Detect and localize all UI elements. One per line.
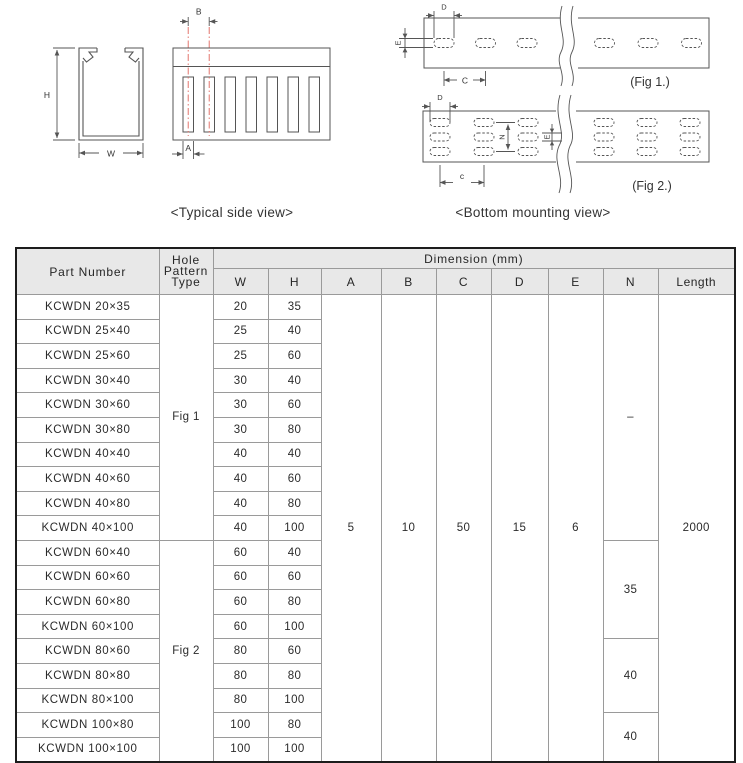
h-cell: 80 xyxy=(268,713,321,738)
dim-label-b: B xyxy=(195,6,202,17)
w-cell: 80 xyxy=(213,639,268,664)
w-cell: 40 xyxy=(213,467,268,492)
w-cell: 80 xyxy=(213,663,268,688)
header-part-number: Part Number xyxy=(16,248,159,295)
part-number-cell: KCWDN 60×80 xyxy=(16,590,159,615)
part-number-cell: KCWDN 30×40 xyxy=(16,368,159,393)
h-cell: 100 xyxy=(268,688,321,713)
part-number-cell: KCWDN 100×80 xyxy=(16,713,159,738)
w-cell: 40 xyxy=(213,516,268,541)
w-cell: 20 xyxy=(213,295,268,320)
fig1-dim-e: E xyxy=(393,40,403,46)
w-cell: 25 xyxy=(213,319,268,344)
w-cell: 40 xyxy=(213,491,268,516)
h-cell: 40 xyxy=(268,442,321,467)
e-shared-cell: 6 xyxy=(548,295,603,763)
c-shared-cell: 50 xyxy=(436,295,491,763)
fig1-strip xyxy=(399,6,709,86)
h-cell: 100 xyxy=(268,737,321,762)
w-cell: 100 xyxy=(213,737,268,762)
w-cell: 100 xyxy=(213,713,268,738)
fig2-dim-e: E xyxy=(542,134,552,140)
fig1-caption: (Fig 1.) xyxy=(630,75,670,89)
h-cell: 40 xyxy=(268,368,321,393)
header-col-n: N xyxy=(603,269,658,295)
technical-drawings xyxy=(0,0,743,240)
header-col-e: E xyxy=(548,269,603,295)
header-hole-pattern-type: Hole Pattern Type xyxy=(159,248,213,295)
w-cell: 30 xyxy=(213,393,268,418)
fig2-dim-d: D xyxy=(437,93,443,102)
h-cell: 60 xyxy=(268,344,321,369)
break-wave xyxy=(557,95,573,193)
h-cell: 40 xyxy=(268,319,321,344)
w-cell: 25 xyxy=(213,344,268,369)
dim-label-w: W xyxy=(106,148,116,159)
w-cell: 30 xyxy=(213,417,268,442)
part-number-cell: KCWDN 80×80 xyxy=(16,663,159,688)
w-cell: 30 xyxy=(213,368,268,393)
break-wave xyxy=(559,6,574,86)
h-cell: 80 xyxy=(268,417,321,442)
fig1-group-cell: Fig 1 xyxy=(159,295,213,541)
h-cell: 80 xyxy=(268,663,321,688)
part-number-cell: KCWDN 40×40 xyxy=(16,442,159,467)
table-row xyxy=(16,295,735,320)
fig2-dim-n: N xyxy=(497,134,507,140)
h-cell: 60 xyxy=(268,467,321,492)
part-number-cell: KCWDN 40×80 xyxy=(16,491,159,516)
b-shared-cell: 10 xyxy=(381,295,436,763)
part-number-cell: KCWDN 60×60 xyxy=(16,565,159,590)
part-number-cell: KCWDN 30×60 xyxy=(16,393,159,418)
n-group-cell: 35 xyxy=(603,540,658,638)
part-number-cell: KCWDN 20×35 xyxy=(16,295,159,320)
d-shared-cell: 15 xyxy=(491,295,548,763)
fig1-dim-c: C xyxy=(461,75,469,86)
part-number-cell: KCWDN 25×60 xyxy=(16,344,159,369)
h-cell: 60 xyxy=(268,393,321,418)
part-number-cell: KCWDN 30×80 xyxy=(16,417,159,442)
bottom-view-caption: <Bottom mounting view> xyxy=(455,205,611,220)
part-number-cell: KCWDN 100×100 xyxy=(16,737,159,762)
spec-table xyxy=(15,247,736,763)
duct-cross-section xyxy=(53,48,143,158)
fig2-group-cell: Fig 2 xyxy=(159,540,213,762)
w-cell: 60 xyxy=(213,565,268,590)
h-cell: 60 xyxy=(268,565,321,590)
w-cell: 60 xyxy=(213,614,268,639)
part-number-cell: KCWDN 40×60 xyxy=(16,467,159,492)
h-cell: 100 xyxy=(268,516,321,541)
dim-label-h: H xyxy=(43,90,51,100)
header-dimension-group: Dimension (mm) xyxy=(213,248,735,269)
header-col-h: H xyxy=(268,269,321,295)
w-cell: 80 xyxy=(213,688,268,713)
side-view-caption: <Typical side view> xyxy=(170,205,294,220)
part-number-cell: KCWDN 80×60 xyxy=(16,639,159,664)
header-col-c: C xyxy=(436,269,491,295)
fig2-dim-c: c xyxy=(459,171,465,181)
h-cell: 40 xyxy=(268,540,321,565)
a-shared-cell: 5 xyxy=(321,295,381,763)
n-group-cell: 40 xyxy=(603,639,658,713)
fig1-dim-d: D xyxy=(441,2,447,12)
n-fig1-cell: – xyxy=(603,295,658,541)
h-cell: 60 xyxy=(268,639,321,664)
part-number-cell: KCWDN 40×100 xyxy=(16,516,159,541)
header-col-b: B xyxy=(381,269,436,295)
h-cell: 35 xyxy=(268,295,321,320)
part-number-cell: KCWDN 25×40 xyxy=(16,319,159,344)
part-number-cell: KCWDN 60×40 xyxy=(16,540,159,565)
length-shared-cell: 2000 xyxy=(658,295,735,763)
h-cell: 80 xyxy=(268,491,321,516)
dim-label-a: A xyxy=(185,143,192,153)
h-cell: 100 xyxy=(268,614,321,639)
side-view-slotted xyxy=(172,17,330,159)
part-number-cell: KCWDN 80×100 xyxy=(16,688,159,713)
fig2-caption: (Fig 2.) xyxy=(632,179,672,193)
n-group-cell: 40 xyxy=(603,713,658,763)
header-col-w: W xyxy=(213,269,268,295)
header-col-d: D xyxy=(491,269,548,295)
w-cell: 60 xyxy=(213,540,268,565)
header-col-a: A xyxy=(321,269,381,295)
w-cell: 40 xyxy=(213,442,268,467)
h-cell: 80 xyxy=(268,590,321,615)
part-number-cell: KCWDN 60×100 xyxy=(16,614,159,639)
header-col-length: Length xyxy=(658,269,735,295)
w-cell: 60 xyxy=(213,590,268,615)
